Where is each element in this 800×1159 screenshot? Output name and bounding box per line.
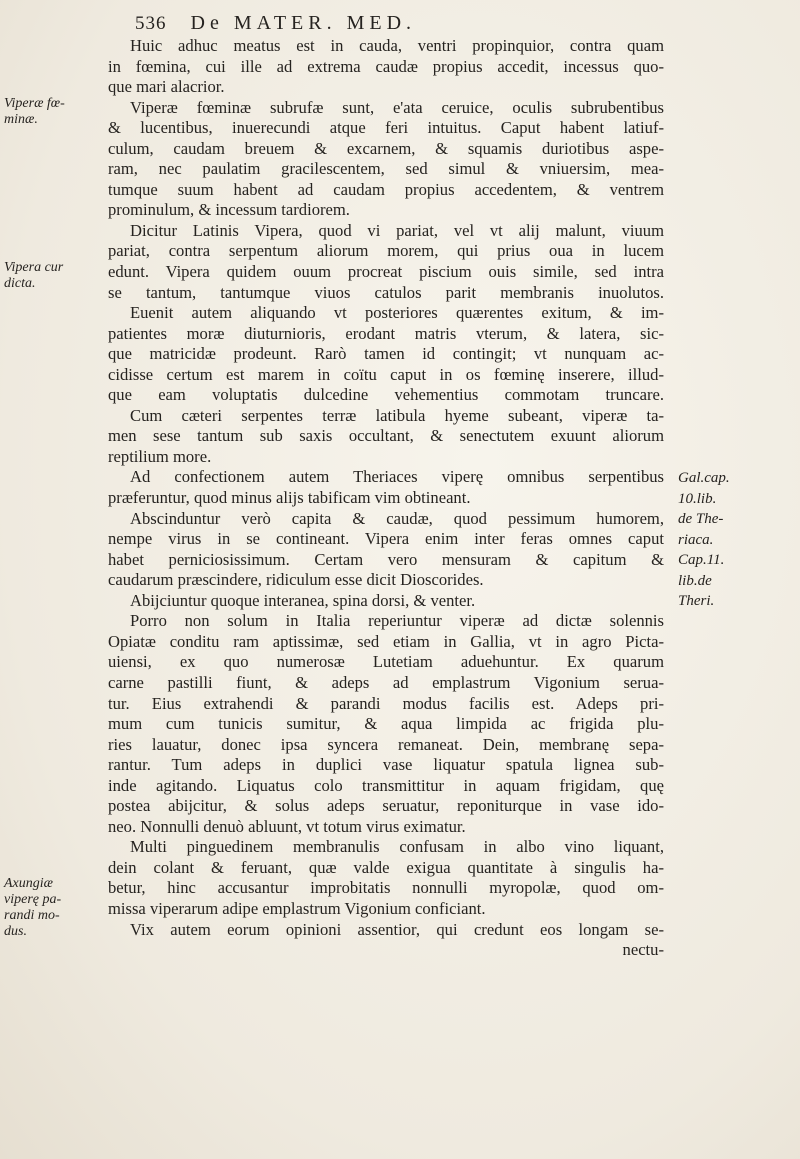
text-line: que mari alacrior. [108, 77, 225, 97]
text-line: patientes moræ diuturnioris, erodant matris vterum, & latera, sic- [108, 323, 664, 343]
text-line: Dicitur Latinis Vipera, quod vi pariat, vel vt alij malunt, viuum [130, 220, 664, 240]
text-line: men sese tantum sub saxis occultant, & senectutem exuunt aliorum [108, 426, 664, 446]
margin-note-vipera-cur-dicta: Vipera cur dicta. [4, 260, 64, 291]
text-line: Viperæ fœminæ subrufæ sunt, e'ata ceruice, oculis subrubentibus [130, 97, 664, 117]
text-line: edunt. Vipera quidem ouum procreat piscium ouis simile, sed intra [108, 262, 664, 282]
text-line: que eam voluptatis dulcedine vehementius commotam truncare. [108, 385, 664, 405]
text-line: pariat, contra serpentum aliorum morem, qui prius oua in lucem [108, 241, 664, 261]
text-line: Vix autem eorum opinioni assentior, qui credunt eos longam se- [130, 919, 664, 939]
margin-note-axungiae: Axungiæ viperę pa- randi mo- dus. [4, 876, 62, 939]
text-line: Huic adhuc meatus est in cauda, ventri propinquior, contra quam [130, 36, 664, 55]
margin-note-references: Gal.cap. 10.lib. de The- riaca. Cap.11. lib.de Theri. [678, 470, 730, 610]
text-line: Abscinduntur verò capita & caudæ, quod pessimum humorem, [130, 508, 664, 528]
text-line: missa viperarum adipe emplastrum Vigonium conficiant. [108, 898, 486, 918]
text-line: postea abijcitur, & solus adeps seruatur, reponiturque in vase ido- [108, 796, 664, 816]
text-line: præferuntur, quod minus alijs tabificam vim obtineant. [108, 488, 471, 508]
text-line: caudarum præscindere, ridiculum esse dicit Dioscorides. [108, 570, 484, 590]
text-line: betur, hinc accusantur improbitatis nonnulli myropolæ, quod om- [108, 878, 664, 898]
text-line: inde agitando. Liquatus colo transmittitur in aquam frigidam, quę [108, 775, 664, 795]
text-line: reptilium more. [108, 446, 212, 466]
text-line: mum cum tunicis sumitur, & aqua limpida ac frigida plu- [108, 714, 664, 734]
text-line: tur. Eius extrahendi & parandi modus facilis est. Adeps pri- [108, 693, 664, 713]
text-line: & lucentibus, inuerecundi atque feri intuitus. Caput habent latiuf- [108, 118, 664, 138]
text-line: culum, caudam breuem & excarnem, & squamis duriotibus aspe- [108, 138, 664, 158]
body-text [108, 36, 664, 961]
text-line: rantur. Tum adeps in duplici vase liquatur spatula lignea sub- [108, 755, 664, 775]
text-line: Euenit autem aliquando vt posteriores quærentes exitum, & im- [130, 303, 664, 323]
text-line: Ad confectionem autem Theriaces viperę omnibus serpentibus [130, 467, 664, 487]
text-line: habet perniciosissimum. Certam vero mensuram & capitum & [108, 549, 664, 569]
running-title: De MATER. MED. [190, 12, 417, 34]
text-line: Porro non solum in Italia reperiuntur viperæ ad dictæ solennis [130, 611, 664, 631]
text-line: uiensi, ex quo numerosæ Lutetiam aduehuntur. Ex quarum [108, 652, 664, 672]
page-number: 536 [135, 13, 167, 34]
margin-note-viperae-feminae: Viperæ fœ- minæ. [4, 96, 65, 127]
text-line: ram, nec paulatim gracilescentem, sed simul & vniuersim, mea- [108, 159, 664, 179]
text-line: prominulum, & incessum tardiorem. [108, 200, 350, 220]
text-line: nempe virus in se contineant. Vipera enim inter feras omnes caput [108, 529, 664, 549]
text-line: carne pastilli fiunt, & adeps ad emplastrum Vigonium serua- [108, 672, 664, 692]
text-line: in fœmina, cui ille ad extrema caudæ propius accedit, incessus quo- [108, 56, 664, 76]
running-head [135, 12, 416, 35]
text-line: Cum cæteri serpentes terræ latibula hyeme subeant, viperæ ta- [130, 405, 664, 425]
text-line: cidisse certum est marem in coïtu caput in os fœminę inserere, illud- [108, 364, 664, 384]
text-line: que matricidæ prodeunt. Rarò tamen id contingit; vt nunquam ac- [108, 344, 664, 364]
text-line: neo. Nonnulli denuò abluunt, vt totum virus eximatur. [108, 816, 466, 836]
catchword: nectu- [622, 940, 664, 960]
text-line: Opiatæ conditu ram aptissimæ, sed etiam in Gallia, vt in agro Picta- [108, 631, 664, 651]
text-line: Abijciuntur quoque interanea, spina dorsi, & venter. [130, 590, 476, 610]
text-line: se tantum, tantumque viuos catulos parit membranis inuolutos. [108, 282, 664, 302]
text-line: dein colant & feruant, quæ valde exigua quantitate à singulis ha- [108, 857, 664, 877]
text-line: ries lauatur, donec ipsa syncera remaneat. Dein, membranę sepa- [108, 734, 664, 754]
text-line: Multi pinguedinem membranulis confusam in albo vino liquant, [130, 837, 664, 857]
text-line: tumque suum habent ad caudam propius accedentem, & ventrem [108, 179, 664, 199]
